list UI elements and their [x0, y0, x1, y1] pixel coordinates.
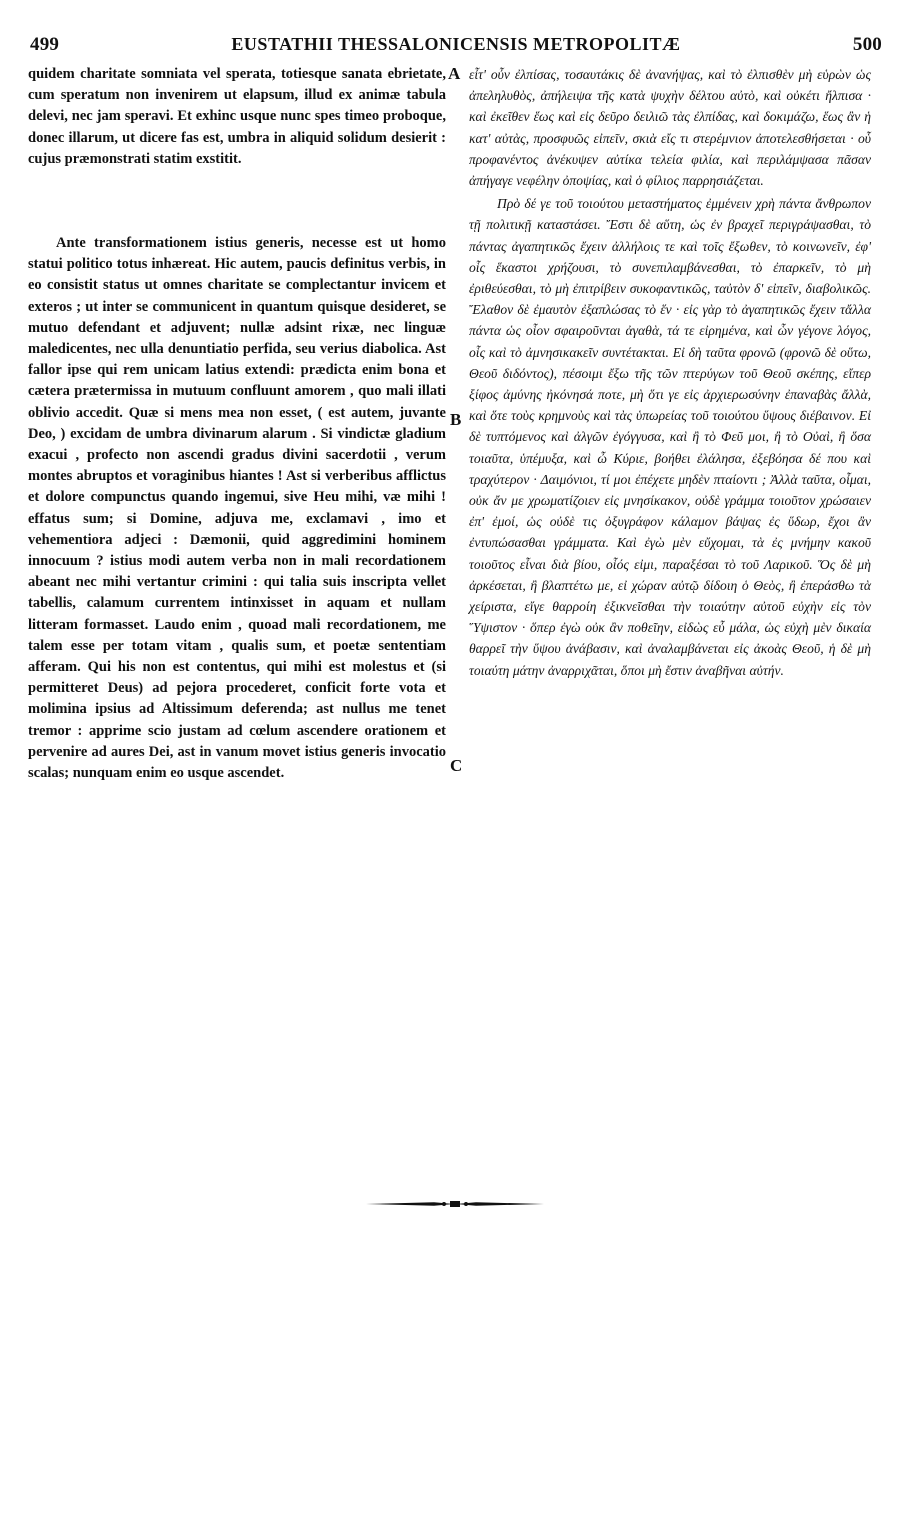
page-number-left: 499 — [30, 34, 60, 55]
greek-column — [469, 64, 871, 681]
greek-paragraph-1: εἶτ' οὖν ἐλπίσας, τοσαυτάκις δὲ ἀνανήψας, καὶ τὸ ἐλπισθὲν μὴ εὑρὼν ὡς ἀπεληλυθὸς, ἀπήλειψα τῆς κατὰ ψυχὴν δέλτου αὐτὸ, καὶ οὐκέτι ἤλπισα · καὶ ἐκεῖθεν ἕως καὶ εἰς δεῦρο δειλιῶ τὰς ἐλπίδας, καὶ δοκιμάζω, ἕως ἂν ἡ κατ' αὐτὰς, προσφυῶς εἰπεῖν, σκιὰ εἴς τι στερέμνιον ἀποτελεσθήσεται · οὗ προφανέντος ἀνέκυψεν αὐτίκα τελεία φιλία, καὶ περιλάμψασα πᾶσαν ἀπήγαγε νεφέλην ὀποψίας, καὶ ὁ φίλιος παρρησιάζεται. — [469, 67, 871, 189]
latin-column — [28, 64, 446, 784]
latin-paragraph-2: Ante transformationem istius generis, necesse est ut homo statui politico totus inhæreat. Hic autem, paucis definitus verbis, in eo consistit status ut omnes charitate se complectantur invicem et exteros ; ut inter se communicent in quantum quisque desideret, se mutuo defendant et adjuvent; nullæ adsint rixæ, nec linguæ maledicentes, nec ulla denuntiatio perfida, seu verius diabolica. Ast fallor ipse qui rem unicam latius extendi: prædicta enim bona et cætera prætermissa in mutuum confluunt amorem , quo mali illati oblivio accedit. Quæ si mens mea non esset, ( est autem, juvante Deo, ) excidam de umbra divinarum alarum . Si vindictæ gladium exacui , profecto non ascendi gradus divini sacerdotii , verum montes abruptos et voraginibus hiantes ! Ast si verberibus afflictus et dolore compunctus quando ingemui, sive Heu mihi, væ mihi ! effatus sum; si Domine, adjuva me, exclamavi , imo et vehementiora adjeci : Dæmonii, quid aggredimini hominem innocuum ? istius modi autem verba non in mali recordationem abeant nec mihi vertantur crimini : qui talia suis inscripta vellet tabellis, calamum currentem intinxisset in aquam et nullam litteram formasset. Laudo enim , quoad mali recordationem, me talem esse per totam vitam , qualis sum, et poetæ sententiam afferam. Qui his non est contentus, qui mihi est molestus et (si permitteret Deus) ad pejora procederet, conficit forte vota et molimina ipsius ad Altissimum deferenda; ast nullus me tenet tremor : apprime scio justam ad cœlum ascendere orationem et pervenire ad aures Dei, ast in vanum movet istius generis invocatio scalas; nunquam enim eo usque ascendet. — [28, 235, 446, 782]
greek-paragraph-2: Πρὸ δέ γε τοῦ τοιούτου μεταστήματος ἐμμένειν χρὴ πάντα ἄνθρωπον τῇ πολιτικῇ καταστάσει. Ἔστι δὲ αὕτη, ὡς ἐν βραχεῖ περιγράψασθαι, τὸ πάντας ἀγαπητικῶς ἔχειν ἀλλήλοις τε καὶ τοῖς ἔξωθεν, τὸ κοινωνεῖν, ἐφ' οἷς ἕκαστοι χρήζουσι, τὸ συνεπιλαμβάνεσθαι, τὸ ἐπαρκεῖν, τὸ μὴ ἐριθεύεσθαι, τὸ μὴ ἐπιτρίβειν συκοφαντικῶς, ταὐτὸν δ' εἰπεῖν, διαβολικῶς. Ἔλαθον δὲ ἐμαυτὸν ἐξαπλώσας τὸ ἕν · εἰς γὰρ τὸ ἀγαπητικῶς ἔχειν τἄλλα πάντα ὡς οἷον σφαιροῦνται ἀγαθὰ, τά τε εἰρημένα, καὶ ὧν γέγονε λόγος, οἷς καὶ τὸ ἀμνησικακεῖν συντέτακται. Εἰ δὴ ταῦτα φρονῶ (φρονῶ δὲ οὕτω, Θεοῦ διδόντος), πέσοιμι ἔξω τῆς τῶν πτερύγων τοῦ Θεοῦ σκέπης, εἴπερ ξίφος ἀμύνης ἠκόνησά ποτε, μὴ ὅτι γε εἰς ἀρχιερωσύνην ἐπαναβὰς ἄλλὰ, καὶ ὅτε τοὺς κρημνοὺς καὶ τὰς ὑπωρείας τοῦ τοιούτου ὕψους διέβαινον. Εἰ δὲ τυπτόμενος καὶ ἀλγῶν ἐγόγγυσα, καὶ ἢ τὸ Φεῦ μοι, ἢ τὸ Οὐαὶ, ἢ ὅσα τοιαῦτα, ὑπέμυξα, καὶ ὦ Κύριε, βοήθει ἐλάλησα, ἐξεβόησα δέ που καὶ τραχύτερον · Δαιμόνιοι, τί μοι ἐπέχετε μηδὲν πταίοντι ; Ἀλλὰ ταῦτα, οἶμαι, οὐκ ἄν με χρωματίζοιεν εἰς μνησίκακον, οὐδὲ γράμμα τοιοῦτον χρώσαιεν ἐπ' ἐμοί, ὡς οὐδὲ τις ὀξυγράφον κάλαμον βάψας ἐς ὕδωρ, ἔχοι ἂν ἐντυπώσασθαι γράμματα. Καὶ ἐγὼ μὲν εὔχομαι, τὰ ἐς μνήμην κακοῦ τοιοῦτος εἶναι διὰ βίου, οἷός εἰμι, παραξέσαι τὸ τοῦ Λαρικοῦ. Ὅς δὲ μὴ ἀρκέσεται, ἢ βλαπτέτω με, εἰ χώραν αὐτῷ δίδοιη ὁ Θεὸς, ἢ ἐπεράσθω τὰ χείριστα, εἴγε θαρροίη ἐξικνεῖσθαι τὴν τοιαύτην αὐτοῦ εὐχὴν εἰς τὸν Ὕψιστον · ὅπερ ἐγὼ οὐκ ἂν ποθεῖην, εἰδὼς εὖ μάλα, ὡς εὐχὴ μὲν δικαία θαρρεῖ τὴν ὕψου ἀνάβασιν, καὶ ἀναλαμβάνεται εἰς ἀκοὰς Θεοῦ, ἡ δὲ μὴ τοιαύτη μάτην ἀναρριχᾶται, ὅποι μὴ ἔστιν ἀναβῆναι αὐτήν. — [469, 196, 871, 678]
ornament-divider-icon — [364, 1198, 546, 1210]
section-marker-a: A — [448, 64, 461, 83]
latin-paragraph-1: quidem charitate somniata vel sperata, totiesque sanata ebrietate, cum speratum non invenirem ut elapsum, illud ex animæ tabula delevi, nec jam speravi. Et exhinc usque nunc spes timeo proboque, donec illarum, ut dicere fas est, umbra in aliquid solidum desierit : cujus præmonstrati statim exstitit. — [28, 66, 446, 167]
section-marker-c: C — [450, 756, 463, 775]
running-title: EUSTATHII THESSALONICENSIS METROPOLITÆ — [231, 34, 681, 54]
page-header — [30, 34, 882, 62]
section-marker-b: B — [450, 410, 462, 429]
page-number-right: 500 — [852, 34, 882, 55]
